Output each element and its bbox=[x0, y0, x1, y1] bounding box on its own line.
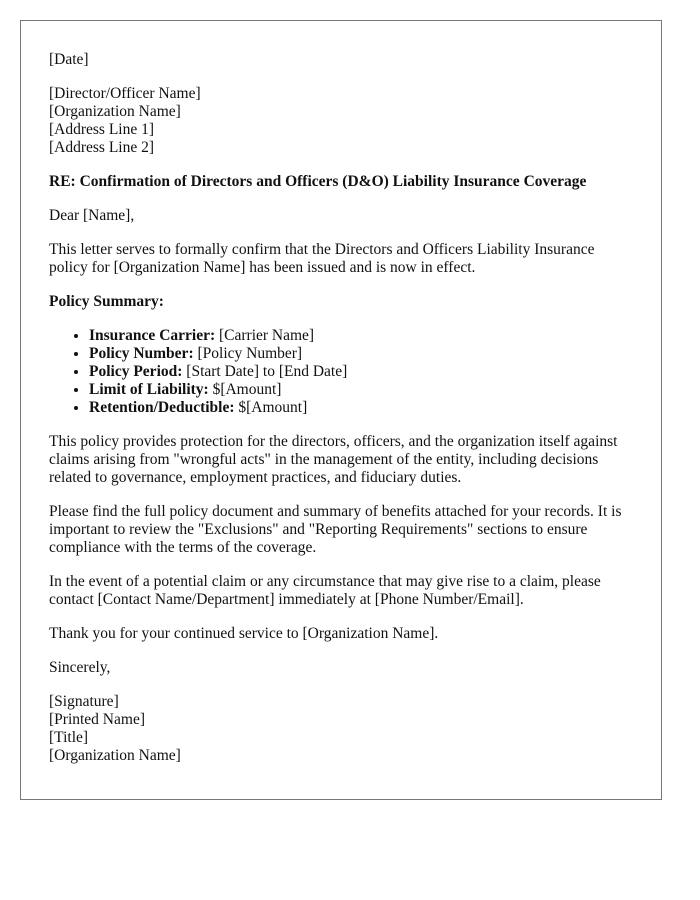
summary-item-value: $[Amount] bbox=[208, 381, 282, 398]
summary-item-value: [Start Date] to [End Date] bbox=[182, 363, 348, 380]
signer-organization: [Organization Name] bbox=[49, 747, 181, 764]
closing: Sincerely, bbox=[49, 659, 111, 676]
printed-name: [Printed Name] bbox=[49, 711, 145, 728]
summary-item-policy-number bbox=[89, 345, 633, 363]
summary-item-value: [Carrier Name] bbox=[215, 327, 315, 344]
summary-item-label: Limit of Liability: bbox=[89, 381, 209, 398]
claims-paragraph: In the event of a potential claim or any circumstance that may give rise to a claim, please contact [Contact Name/Department] immediately at [Phone Number/Email]. bbox=[49, 573, 601, 608]
subject-line: RE: Confirmation of Directors and Officers (D&O) Liability Insurance Coverage bbox=[49, 173, 587, 190]
summary-item-label: Insurance Carrier: bbox=[89, 327, 216, 344]
salutation: Dear [Name], bbox=[49, 207, 135, 224]
signer-title: [Title] bbox=[49, 729, 89, 746]
recipient-organization: [Organization Name] bbox=[49, 103, 181, 120]
intro-paragraph: This letter serves to formally confirm that the Directors and Officers Liability Insurance policy for [Organization Name] has been issued and is now in effect. bbox=[49, 241, 595, 276]
documents-paragraph: Please find the full policy document and summary of benefits attached for your records. It is important to review the "Exclusions" and "Reporting Requirements" sections to ensure compliance with the terms of the coverage. bbox=[49, 503, 622, 556]
summary-item-value: [Policy Number] bbox=[193, 345, 303, 362]
letter-page bbox=[20, 20, 662, 800]
summary-item-value: $[Amount] bbox=[234, 399, 308, 416]
signature: [Signature] bbox=[49, 693, 119, 710]
summary-item-label: Retention/Deductible: bbox=[89, 399, 235, 416]
recipient-address-block bbox=[49, 85, 633, 157]
protection-paragraph: This policy provides protection for the directors, officers, and the organization itself against claims arising from "wrongful acts" in the management of the entity, including decisions related to governance, employment practices, and fiduciary duties. bbox=[49, 433, 618, 486]
summary-item-carrier bbox=[89, 327, 633, 345]
recipient-address-line-2: [Address Line 2] bbox=[49, 139, 155, 156]
policy-summary-heading: Policy Summary: bbox=[49, 293, 164, 310]
recipient-address-line-1: [Address Line 1] bbox=[49, 121, 155, 138]
summary-item-limit-of-liability bbox=[89, 381, 633, 399]
summary-item-label: Policy Number: bbox=[89, 345, 194, 362]
policy-summary-list bbox=[49, 327, 633, 417]
recipient-name: [Director/Officer Name] bbox=[49, 85, 201, 102]
letter-date: [Date] bbox=[49, 51, 89, 68]
signature-block bbox=[49, 693, 633, 765]
summary-item-policy-period bbox=[89, 363, 633, 381]
thanks-paragraph: Thank you for your continued service to [Organization Name]. bbox=[49, 625, 439, 642]
summary-item-retention bbox=[89, 399, 633, 417]
summary-item-label: Policy Period: bbox=[89, 363, 183, 380]
